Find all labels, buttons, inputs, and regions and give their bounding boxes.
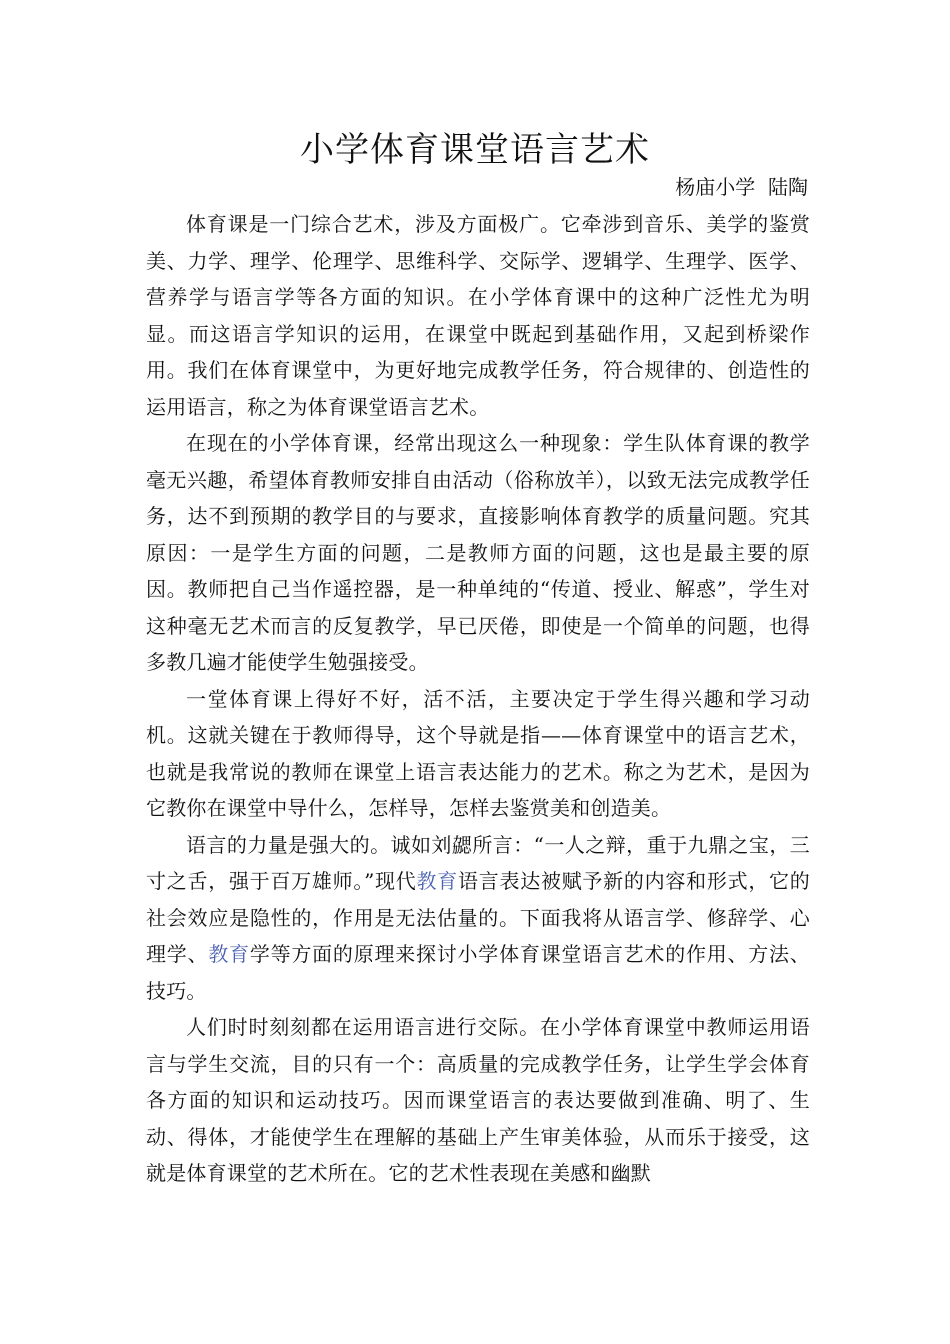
paragraph-3 — [146, 681, 810, 827]
paragraph-text: 体育课是一门综合艺术，涉及方面极广。它牵涉到音乐、美学的鉴赏美、力学、理学、伦理学、思维科学、交际学、逻辑学、生理学、医学、营养学与语言学等各方面的知识。在小学体育课中的这种广泛性尤为明显。而这语言学知识的运用，在课堂中既起到基础作用，又起到桥梁作用。我们在体育课堂中，为更好地完成教学任务，符合规律的、创造性的运用语言，称之为体育课堂语言艺术。 — [146, 212, 810, 419]
paragraph-text: 语言的力量是强大的。诚如刘勰所言：“一人之辩，重于九鼎之宝，三寸之舌，强于百万雄师。”现代 — [146, 832, 810, 893]
paragraph-2 — [146, 425, 810, 681]
paragraph-1 — [146, 206, 810, 425]
paragraph-text: 语言表达被赋予新的内容和形式，它的社会效应是隐性的，作用是无法估量的。下面我将从语言学、修辞学、心理学、 — [146, 869, 810, 966]
paragraph-4 — [146, 827, 810, 1010]
paragraph-text: 一堂体育课上得好不好，活不活，主要决定于学生得兴趣和学习动机。这就关键在于教师得导，这个导就是指——体育课堂中的语言艺术，也就是我常说的教师在课堂上语言表达能力的艺术。称之为艺术，是因为它教你在课堂中导什么，怎样导，怎样去鉴赏美和创造美。 — [146, 686, 810, 820]
document-body — [146, 206, 810, 1192]
author-line: 杨庙小学 陆陶 — [675, 175, 808, 199]
paragraph-text: 在现在的小学体育课，经常出现这么一种现象：学生队体育课的教学毫无兴趣，希望体育教师安排自由活动（俗称放羊），以致无法完成教学任务，达不到预期的教学目的与要求，直接影响体育教学的质量问题。究其原因：一是学生方面的问题，二是教师方面的问题，这也是最主要的原因。教师把自己当作遥控器，是一种单纯的“传道、授业、解惑”，学生对这种毫无艺术而言的反复教学，早已厌倦，即使是一个简单的问题，也得多教几遍才能使学生勉强接受。 — [146, 431, 810, 674]
paragraph-text: 人们时时刻刻都在运用语言进行交际。在小学体育课堂中教师运用语言与学生交流，目的只有一个：高质量的完成教学任务，让学生学会体育各方面的知识和运动技巧。因而课堂语言的表达要做到准确、明了、生动、得体，才能使学生在理解的基础上产生审美体验，从而乐于接受，这就是体育课堂的艺术所在。它的艺术性表现在美感和幽默 — [146, 1015, 810, 1185]
paragraph-5 — [146, 1009, 810, 1192]
page-title: 小学体育课堂语言艺术 — [300, 130, 650, 170]
education-link[interactable]: 教育 — [208, 942, 250, 966]
education-link[interactable]: 教育 — [416, 869, 459, 893]
paragraph-text: 学等方面的原理来探讨小学体育课堂语言艺术的作用、方法、技巧。 — [146, 942, 811, 1003]
